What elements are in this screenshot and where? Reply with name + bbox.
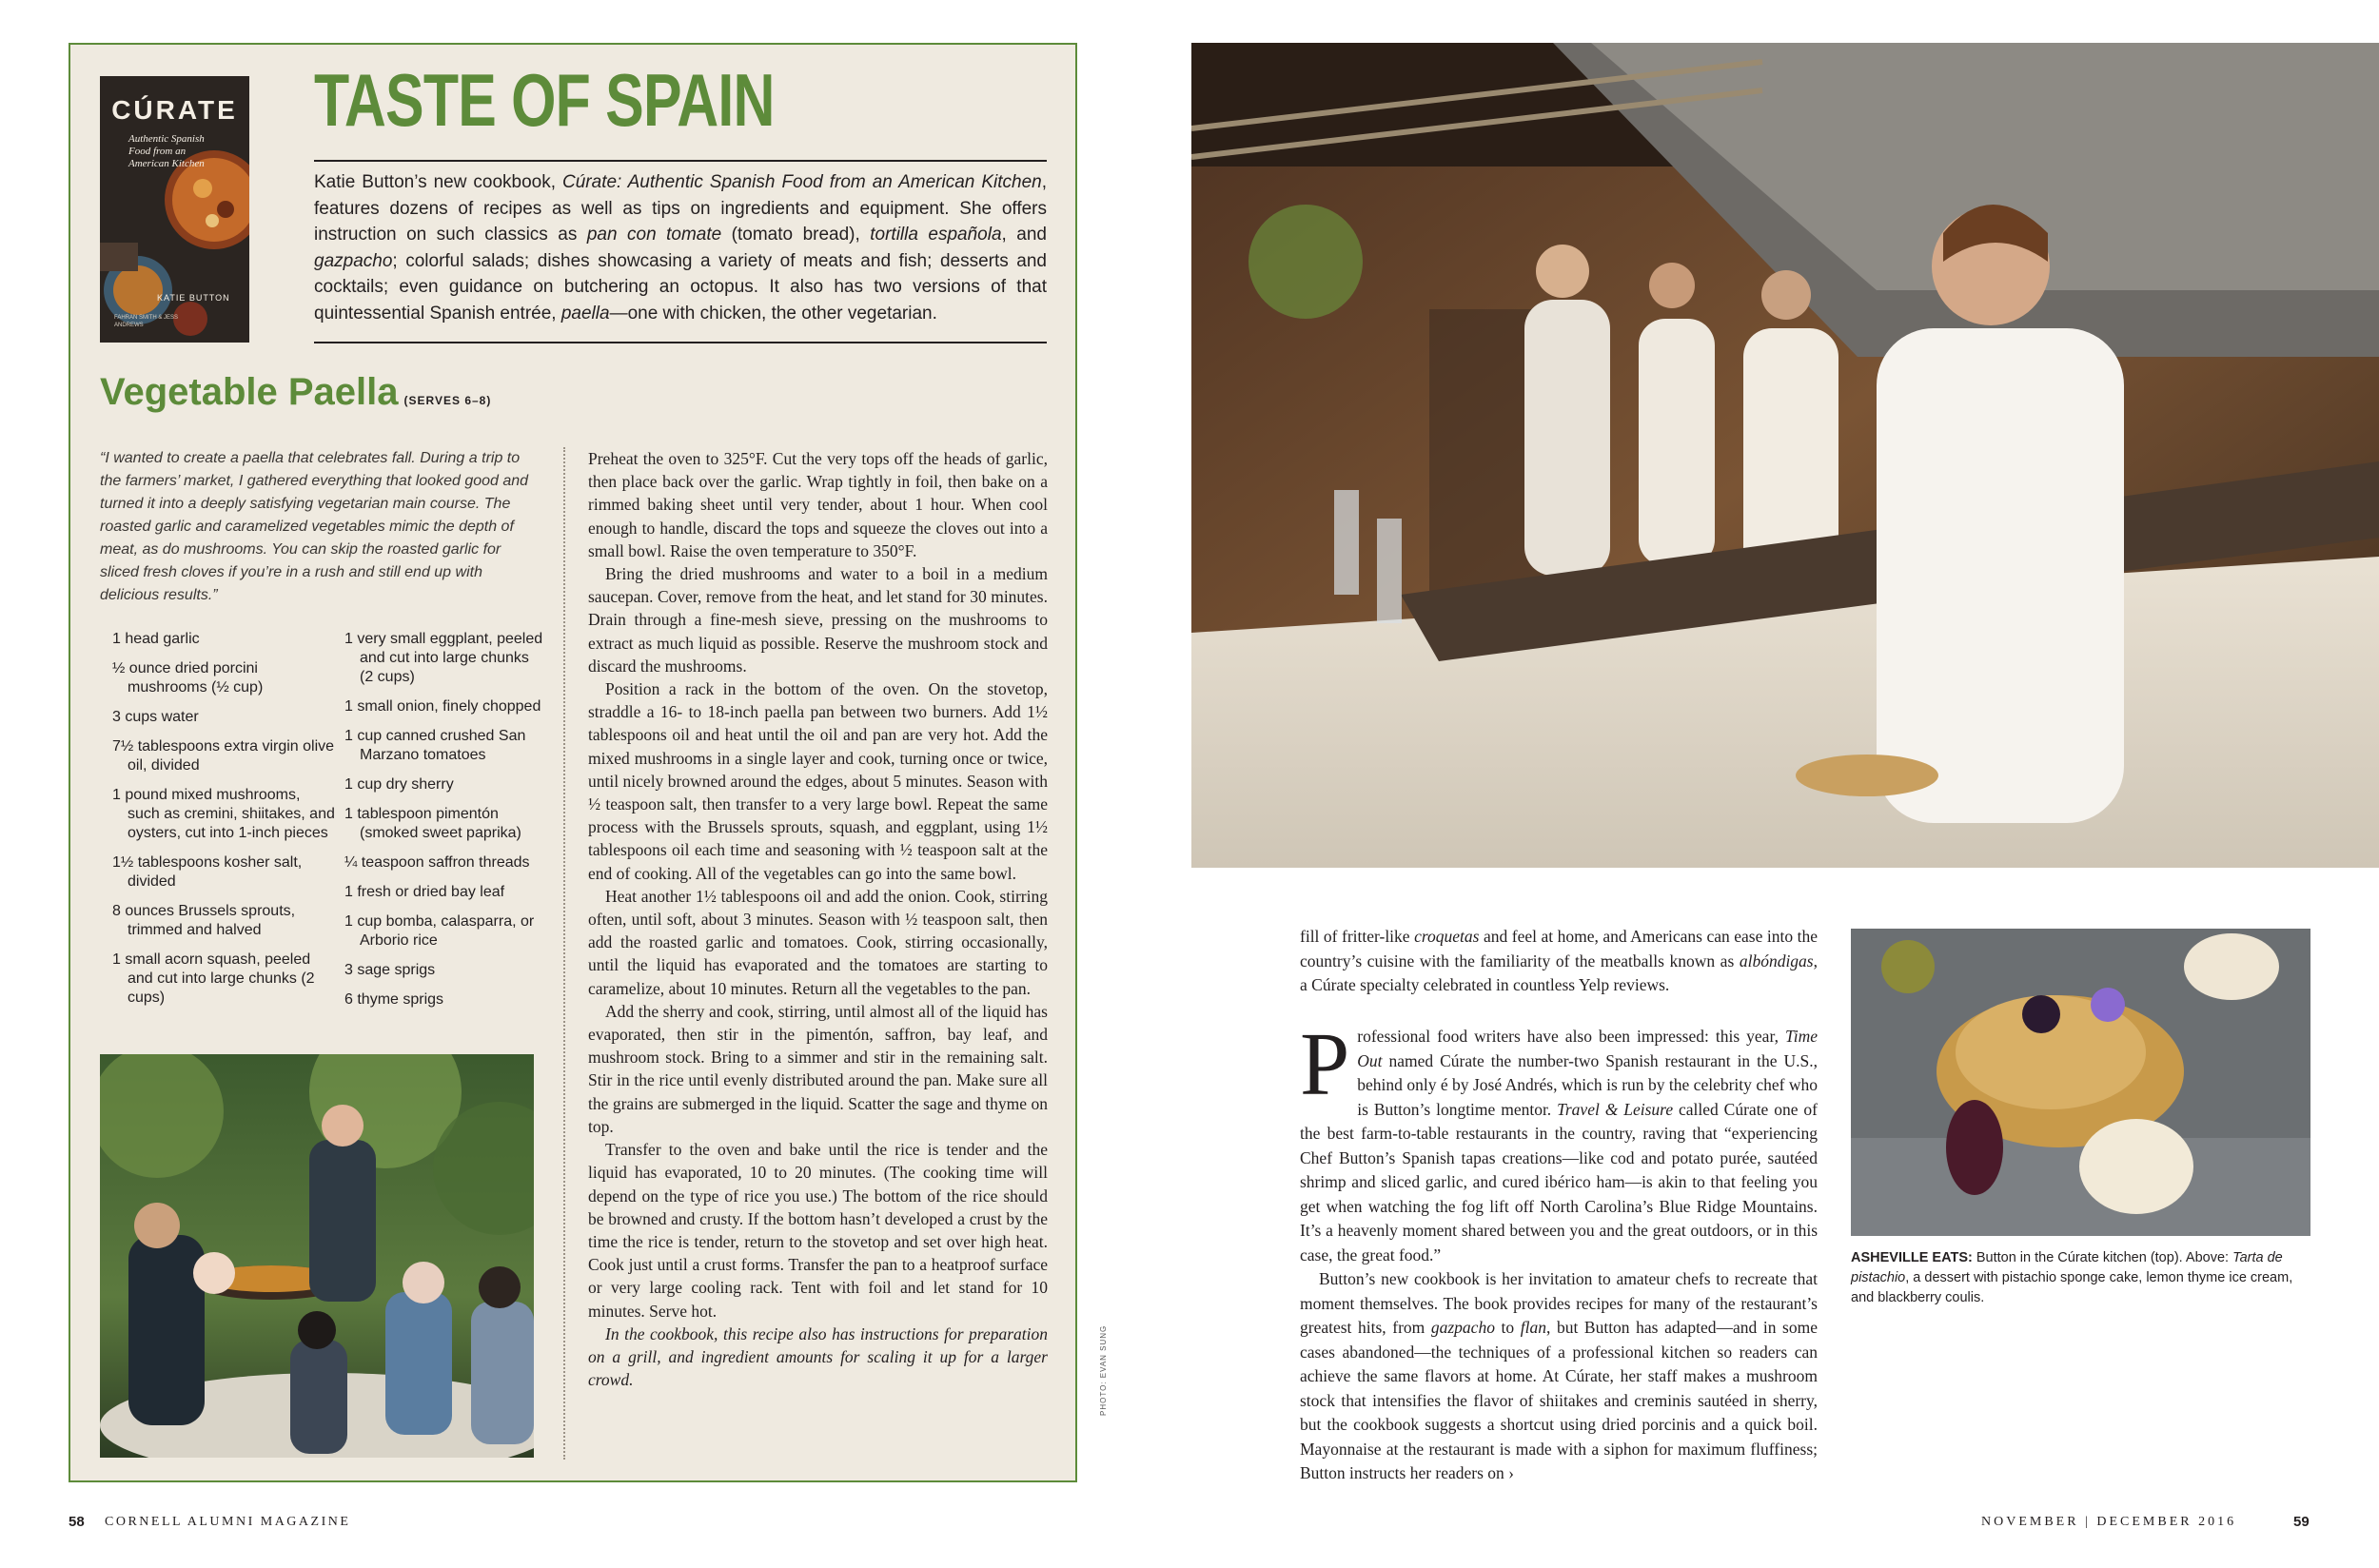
ingredient-item: ½ ounce dried porcini mushrooms (½ cup)	[112, 660, 264, 696]
ingredient-item: 1 small onion, finely chopped	[344, 698, 541, 715]
feature-title: TASTE OF SPAIN	[314, 58, 775, 142]
cover-author: KATIE BUTTON	[157, 293, 230, 303]
recipe-method	[588, 447, 1048, 1391]
column-divider	[563, 447, 565, 1460]
ingredient-item: 7½ tablespoons extra virgin olive oil, divided	[112, 738, 335, 774]
ingredient-item: 8 ounces Brussels sprouts, trimmed and halved	[112, 903, 296, 938]
ingredient-item: 3 sage sprigs	[344, 962, 436, 978]
recipe-servings: (SERVES 6–8)	[403, 394, 492, 407]
ingredient-item: ¼ teaspoon saffron threads	[344, 854, 530, 871]
caption-label: ASHEVILLE EATS:	[1851, 1250, 1973, 1265]
method-step: Preheat the oven to 325°F. Cut the very tops off the heads of garlic, then place back over the garlic. Wrap tightly in foil, then bake on a rimmed baking sheet until very tender, about 1 hour. When cool enough to handle, discard the tops and squeeze the cloves out into a small bowl. Raise the oven temperature to 350°F.	[588, 449, 1048, 560]
dessert-photo-art	[1851, 929, 2310, 1236]
issue-date: NOVEMBER | DECEMBER 2016	[1981, 1515, 2237, 1529]
ingredient-item: 1 cup bomba, calasparra, or Arborio rice	[344, 913, 535, 949]
method-step: Bring the dried mushrooms and water to a boil in a medium saucepan. Cover, remove from the heat, and let stand for 30 minutes. Drain through a fine-mesh sieve, pressing on the mushrooms to extract as much liquid as possible. Reserve the mushroom stock and discard the mushrooms.	[588, 564, 1048, 676]
ingredient-item: 1 pound mixed mushrooms, such as cremini, shiitakes, and oysters, cut into 1-inch pieces	[112, 787, 335, 841]
family-paella-photo-art	[100, 1054, 534, 1458]
drop-cap: P	[1300, 1015, 1350, 1114]
photo-credit: PHOTO: EVAN SUNG	[1099, 1324, 1108, 1416]
recipe-name: Vegetable Paella	[100, 371, 399, 413]
ingredient-item: 1 cup canned crushed San Marzano tomatoes	[344, 728, 526, 763]
ingredient-item: 1 cup dry sherry	[344, 776, 454, 793]
method-step: Heat another 1½ tablespoons oil and add the onion. Cook, stirring often, until soft, about 3 minutes. Season with ½ teaspoon salt, then add the roasted garlic and tomatoes. Cook, stirring occasionally, until the liquid has evaporated and the tomatoes are starting to caramelize, about 10 minutes. Return all the vegetables to the pan.	[588, 886, 1048, 998]
ingredient-item: 1½ tablespoons kosher salt, divided	[112, 854, 303, 890]
ingredients-list-left	[103, 630, 336, 1018]
magazine-name: CORNELL ALUMNI MAGAZINE	[105, 1515, 351, 1529]
title-rule	[314, 160, 1047, 162]
article-paragraph: Professional food writers have also been impressed: this year, Time Out named Cúrate the number-two Spanish restaurant in the U.S., behind only é by José Andrés, which is run by the celebrity chef who is Button’s longtime mentor. Travel & Leisure called Cúrate one of the best farm-to-table restaurants in the country, raving that “experiencing Chef Button’s Spanish tapas creations—like cod and potato purée, sautéed shrimp and sliced garlic, and cured ibérico ham—is akin to that feeling you get when watching the fog lift off North Carolina’s Blue Ridge Mountains. It’s a heavenly moment shared between you and the great outdoors, or in this case, the great food.”	[1300, 1015, 1818, 1264]
ingredient-item: 1 tablespoon pimentón (smoked sweet paprika)	[344, 806, 521, 841]
cover-coauthors: FAHRAN SMITH & JESS ANDREWS	[114, 315, 179, 328]
article-body	[1300, 1015, 1818, 1486]
ingredient-item: 6 thyme sprigs	[344, 991, 444, 1008]
method-step: Add the sherry and cook, stirring, until almost all of the liquid has evaporated, then stir in the pimentón, saffron, bay leaf, and mushroom stock. Bring to a simmer and stir in the remaining salt. Stir in the rice until evenly distributed around the pan. Make sure all the grains are submerged in the liquid. Scatter the sage and thyme on top.	[588, 1001, 1048, 1136]
ingredient-item: 1 small acorn squash, peeled and cut into large chunks (2 cups)	[112, 951, 315, 1006]
article-paragraph: Button’s new cookbook is her invitation to amateur chefs to recreate that moment themselves. The book provides recipes for many of the restaurant’s greatest hits, from gazpacho to flan, but Button has adapted—and in some cases abandoned—the techniques of a professional kitchen so readers can achieve the same flavors at home. At Cúrate, her staff makes a mushroom stock that intensifies the flavor of shiitakes and creminis sautéed in sherry, but the cookbook suggests a shortcut using dried porcinis and a quick boil. Mayonnaise at the restaurant is made with a siphon for maximum fluffiness; Button instructs her readers on ›	[1300, 1269, 1818, 1482]
kitchen-photo-art	[1191, 43, 2379, 868]
cover-subtitle: Authentic Spanish Food from an American Kitchen	[128, 133, 205, 169]
recipe-headnote: “I wanted to create a paella that celebrates fall. During a trip to the farmers’ market, I gathered everything that looked good and turned it into a deeply satisfying vegetarian main course. The roasted garlic and caramelized vegetables mimic the depth of meat, as do mushrooms. You can skip the roasted garlic for sliced fresh cloves if you’re in a rush and still end up with delicious results.”	[100, 450, 529, 603]
method-step: Position a rack in the bottom of the oven. On the stovetop, straddle a 16- to 18-inch paella pan between two burners. Add 1½ tablespoons oil and heat until the oil and pan are very hot. Add the mixed mushrooms in a single layer and cook, turning once or twice, until nicely browned around the edges, about 5 minutes. Season with ½ teaspoon salt, then transfer to a very large bowl. Repeat the same process with the Brussels sprouts, squash, and eggplant, using 1½ tablespoons oil each time and seasoning with ½ teaspoon salt at the end of cooking. All of the vegetables can go into the same bowl.	[588, 679, 1048, 883]
photo-caption: ASHEVILLE EATS: Button in the Cúrate kitchen (top). Above: Tarta de pistachio, a dessert with pistachio sponge cake, lemon thyme ice cream, and blackberry coulis.	[1851, 1250, 2293, 1305]
page-number-right: 59	[2293, 1514, 2310, 1530]
kitchen-photo	[1191, 43, 2379, 868]
ingredient-item: 1 fresh or dried bay leaf	[344, 884, 505, 900]
method-step: Transfer to the oven and bake until the rice is tender and the liquid has evaporated, 10 to 20 minutes. (The cooking time will depend on the type of rice you use.) The bottom of the rice should be browned and crusty. If the bottom hasn’t developed a crust by the time the rice is tender, return to the stovetop and set over high heat. Cook just until a crust forms. Transfer the pan to a heatproof surface or very large cooling rack. Tent with foil and let stand for 10 minutes. Serve hot.	[588, 1140, 1048, 1321]
recipe-title	[100, 371, 491, 414]
method-step: In the cookbook, this recipe also has instructions for preparation on a grill, and ingredient amounts for scaling it up for a larger crowd.	[588, 1323, 1048, 1390]
ingredients-list-right	[335, 630, 544, 1020]
ingredient-item: 1 head garlic	[112, 631, 200, 647]
intro-rule	[314, 342, 1047, 343]
book-title: Cúrate: Authentic Spanish Food from an American Kitchen	[562, 172, 1042, 192]
cookbook-cover-image	[100, 76, 249, 343]
cover-title: CÚRATE	[111, 95, 238, 125]
page-number-left: 58	[69, 1514, 85, 1530]
article-continued-text: fill of fritter-like croquetas and feel at home, and Americans can ease into the country’s cuisine with the familiarity of the meatballs known as albóndigas, a Cúrate specialty celebrated in countless Yelp reviews.	[1300, 927, 1819, 994]
dessert-photo	[1851, 929, 2310, 1236]
feature-intro-paragraph: Katie Button’s new cookbook, Cúrate: Authentic Spanish Food from an American Kitchen, features dozens of recipes as well as tips on ingredients and equipment. She offers instruction on such classics as pan con tomate (tomato bread), tortilla española, and gazpacho; colorful salads; dishes showcasing a variety of meats and fish; desserts and cocktails; even guidance on butchering an octopus. It also has two versions of that quintessential Spanish entrée, paella—one with chicken, the other vegetarian.	[314, 172, 1048, 323]
ingredient-item: 3 cups water	[112, 709, 199, 725]
ingredient-item: 1 very small eggplant, peeled and cut into large chunks (2 cups)	[344, 631, 543, 685]
family-paella-photo	[100, 1054, 534, 1458]
